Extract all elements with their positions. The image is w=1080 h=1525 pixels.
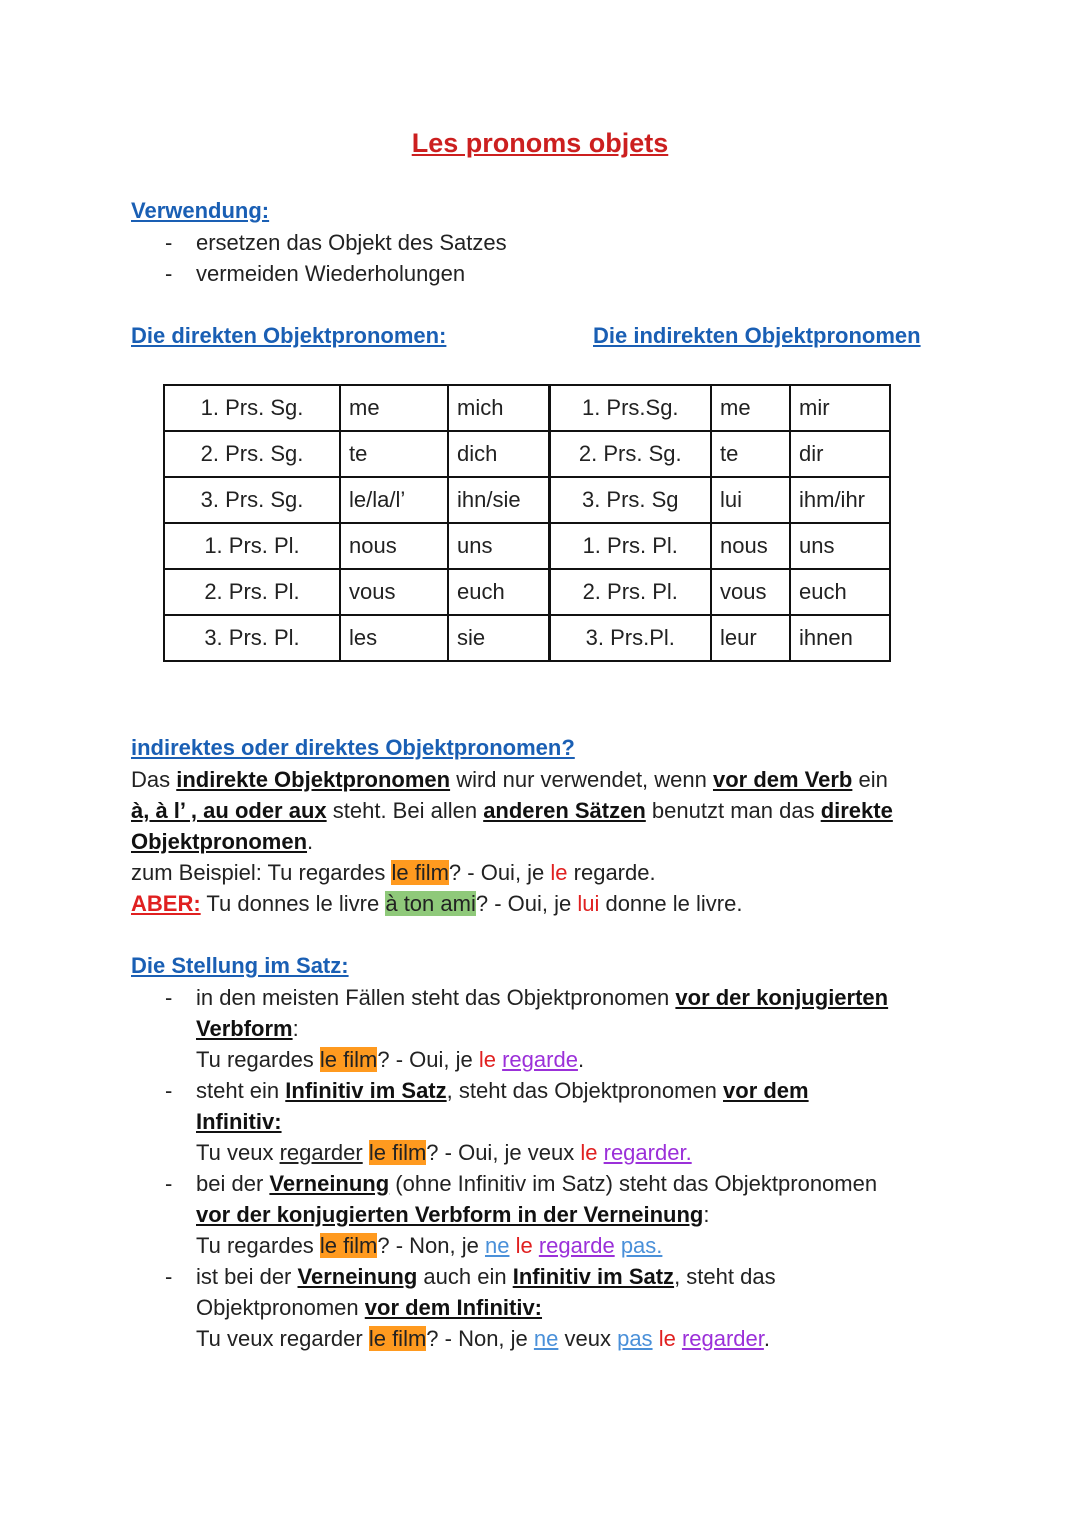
table-cell: 1. Prs. Pl. — [549, 523, 711, 569]
table-cell: 1. Prs.Sg. — [549, 385, 711, 431]
text: Das — [131, 767, 177, 792]
table-cell: euch — [790, 569, 890, 615]
text: ? - Oui, je — [448, 860, 551, 885]
position-bullet-3-line-2 — [196, 1199, 709, 1230]
position-bullet-1-line-2 — [196, 1013, 299, 1044]
table-cell: les — [340, 615, 448, 661]
text: : — [292, 1016, 299, 1041]
text: , steht das Objektpronomen — [446, 1078, 724, 1103]
text: donne le livre. — [599, 891, 743, 916]
highlight-object: le film — [368, 1140, 427, 1165]
pronoun: le — [550, 860, 568, 885]
table-cell: euch — [448, 569, 549, 615]
text: Tu veux regarder — [196, 1326, 369, 1351]
table-row — [164, 431, 890, 477]
text: . — [307, 829, 314, 854]
dash: - — [165, 1078, 173, 1103]
table-cell: 2. Prs. Pl. — [549, 569, 711, 615]
table-cell: 1. Prs. Sg. — [164, 385, 340, 431]
table-cell: me — [711, 385, 790, 431]
verb: regarder — [681, 1326, 764, 1351]
emphasis: Objektpronomen — [131, 829, 308, 854]
emphasis: vor der konjugierten — [675, 985, 889, 1010]
which-pronoun-heading: indirektes oder direktes Objektpronomen? — [131, 735, 575, 760]
text: Objektpronomen — [196, 1295, 365, 1320]
text: , steht das — [674, 1264, 776, 1289]
table-cell: mich — [448, 385, 549, 431]
dash: - — [165, 1264, 173, 1289]
table-cell: 2. Prs. Sg. — [164, 431, 340, 477]
dash: - — [165, 261, 173, 286]
emphasis: à, à l’ , au oder aux — [131, 798, 327, 823]
example-line-2 — [131, 888, 742, 919]
rule-line-1 — [131, 764, 888, 795]
rule-line-2 — [131, 795, 893, 826]
table-cell: me — [340, 385, 448, 431]
text: Tu regardes — [196, 1233, 320, 1258]
table-cell: 1. Prs. Pl. — [164, 523, 340, 569]
emphasis: vor dem Verb — [712, 767, 853, 792]
text: veux — [558, 1326, 618, 1351]
text: benutzt man das — [645, 798, 821, 823]
table-cell: vous — [340, 569, 448, 615]
indirect-pronouns-heading: Die indirekten Objektpronomen — [593, 323, 921, 348]
text: Tu donnes le livre — [200, 891, 386, 916]
text: Tu regardes — [196, 1047, 320, 1072]
verb: regarde — [538, 1233, 615, 1258]
example-line-1 — [131, 857, 656, 888]
table-cell: ihm/ihr — [790, 477, 890, 523]
verb: regarder. — [603, 1140, 692, 1165]
negation: pas. — [620, 1233, 663, 1258]
table-cell: 2. Prs. Sg. — [549, 431, 711, 477]
aber-label: ABER: — [131, 891, 201, 916]
table-cell: lui — [711, 477, 790, 523]
pronoun: lui — [577, 891, 600, 916]
table-cell: ihnen — [790, 615, 890, 661]
pronoun: le — [515, 1233, 533, 1258]
text: ? - Oui, je — [475, 891, 578, 916]
position-bullet-1-line-1 — [196, 982, 888, 1013]
text: ? - Oui, je veux — [426, 1140, 581, 1165]
position-example-2 — [196, 1137, 692, 1168]
table-cell: te — [711, 431, 790, 477]
emphasis: indirekte Objektpronomen — [176, 767, 451, 792]
emphasis: direkte — [820, 798, 893, 823]
table-cell: uns — [790, 523, 890, 569]
direct-pronouns-heading: Die direkten Objektpronomen: — [131, 323, 447, 348]
emphasis: vor dem — [723, 1078, 809, 1103]
dash: - — [165, 230, 173, 255]
emphasis: Verneinung — [269, 1171, 390, 1196]
document-title: Les pronoms objets — [411, 128, 669, 158]
text: . — [577, 1047, 585, 1072]
dash: - — [165, 985, 173, 1010]
highlight-object: le film — [368, 1326, 427, 1351]
pronoun: le — [478, 1047, 496, 1072]
position-bullet-3-line-1 — [196, 1168, 877, 1199]
emphasis: Infinitiv im Satz — [512, 1264, 675, 1289]
text: (ohne Infinitiv im Satz) steht das Objektpronomen — [389, 1171, 878, 1196]
text: zum Beispiel: Tu regardes — [131, 860, 392, 885]
text: ? - Non, je — [426, 1326, 534, 1351]
verb: regarde — [502, 1047, 578, 1072]
table-cell: te — [340, 431, 448, 477]
position-bullet-2-line-2 — [196, 1106, 282, 1137]
table-cell: 3. Prs. Sg. — [164, 477, 340, 523]
highlight-object: le film — [391, 860, 449, 885]
emphasis: Infinitiv im Satz — [285, 1078, 447, 1103]
text: auch ein — [417, 1264, 513, 1289]
pronoun: le — [658, 1326, 676, 1351]
table-cell: 3. Prs. Sg — [549, 477, 711, 523]
table-cell: leur — [711, 615, 790, 661]
position-heading: Die Stellung im Satz: — [131, 953, 349, 978]
table-cell: sie — [448, 615, 549, 661]
highlight-object: le film — [319, 1047, 378, 1072]
text: ein — [852, 767, 888, 792]
emphasis: vor dem Infinitiv: — [364, 1295, 543, 1320]
table-row — [164, 477, 890, 523]
table-cell: dir — [790, 431, 890, 477]
table-cell: 3. Prs.Pl. — [549, 615, 711, 661]
text — [363, 1140, 369, 1165]
emphasis: Verbform — [196, 1016, 293, 1041]
position-bullet-4-line-2 — [196, 1292, 542, 1323]
text: bei der — [196, 1171, 270, 1196]
verwendung-bullet-1: ersetzen das Objekt des Satzes — [196, 230, 507, 255]
emphasis: Verneinung — [297, 1264, 418, 1289]
table-row — [164, 569, 890, 615]
table-row — [164, 385, 890, 431]
emphasis: Infinitiv: — [196, 1109, 282, 1134]
table-row — [164, 523, 890, 569]
text: steht ein — [196, 1078, 286, 1103]
text: ? - Non, je — [377, 1233, 485, 1258]
text: steht. Bei allen — [326, 798, 484, 823]
text: : — [703, 1202, 710, 1227]
position-example-1 — [196, 1044, 584, 1075]
text: in den meisten Fällen steht das Objektpronomen — [196, 985, 676, 1010]
negation: pas — [617, 1326, 653, 1351]
table-cell: nous — [711, 523, 790, 569]
table-cell: mir — [790, 385, 890, 431]
position-bullet-4-line-1 — [196, 1261, 776, 1292]
position-bullet-2-line-1 — [196, 1075, 809, 1106]
highlight-object: le film — [319, 1233, 378, 1258]
text: wird nur verwendet, wenn — [450, 767, 713, 792]
verwendung-bullet-2: vermeiden Wiederholungen — [196, 261, 466, 286]
pronoun-table — [163, 384, 891, 662]
negation: ne — [484, 1233, 510, 1258]
infinitive: regarder — [279, 1140, 363, 1165]
text: Tu veux — [196, 1140, 280, 1165]
table-cell: dich — [448, 431, 549, 477]
position-example-3 — [196, 1230, 662, 1261]
table-row — [164, 615, 890, 661]
pronoun: le — [580, 1140, 598, 1165]
table-cell: uns — [448, 523, 549, 569]
text: ? - Oui, je — [377, 1047, 479, 1072]
negation: ne — [533, 1326, 559, 1351]
text: . — [763, 1326, 771, 1351]
table-cell: vous — [711, 569, 790, 615]
table-cell: 3. Prs. Pl. — [164, 615, 340, 661]
table-cell: ihn/sie — [448, 477, 549, 523]
emphasis: vor der konjugierten Verbform in der Verneinung — [196, 1202, 704, 1227]
text: regarde. — [567, 860, 656, 885]
highlight-indirect-object: à ton ami — [385, 891, 476, 916]
emphasis: anderen Sätzen — [483, 798, 646, 823]
table-cell: nous — [340, 523, 448, 569]
text: ist bei der — [196, 1264, 298, 1289]
rule-line-3 — [131, 826, 313, 857]
verwendung-heading: Verwendung: — [131, 198, 270, 223]
table-cell: le/la/l’ — [340, 477, 448, 523]
position-example-4 — [196, 1323, 770, 1354]
dash: - — [165, 1171, 173, 1196]
table-cell: 2. Prs. Pl. — [164, 569, 340, 615]
